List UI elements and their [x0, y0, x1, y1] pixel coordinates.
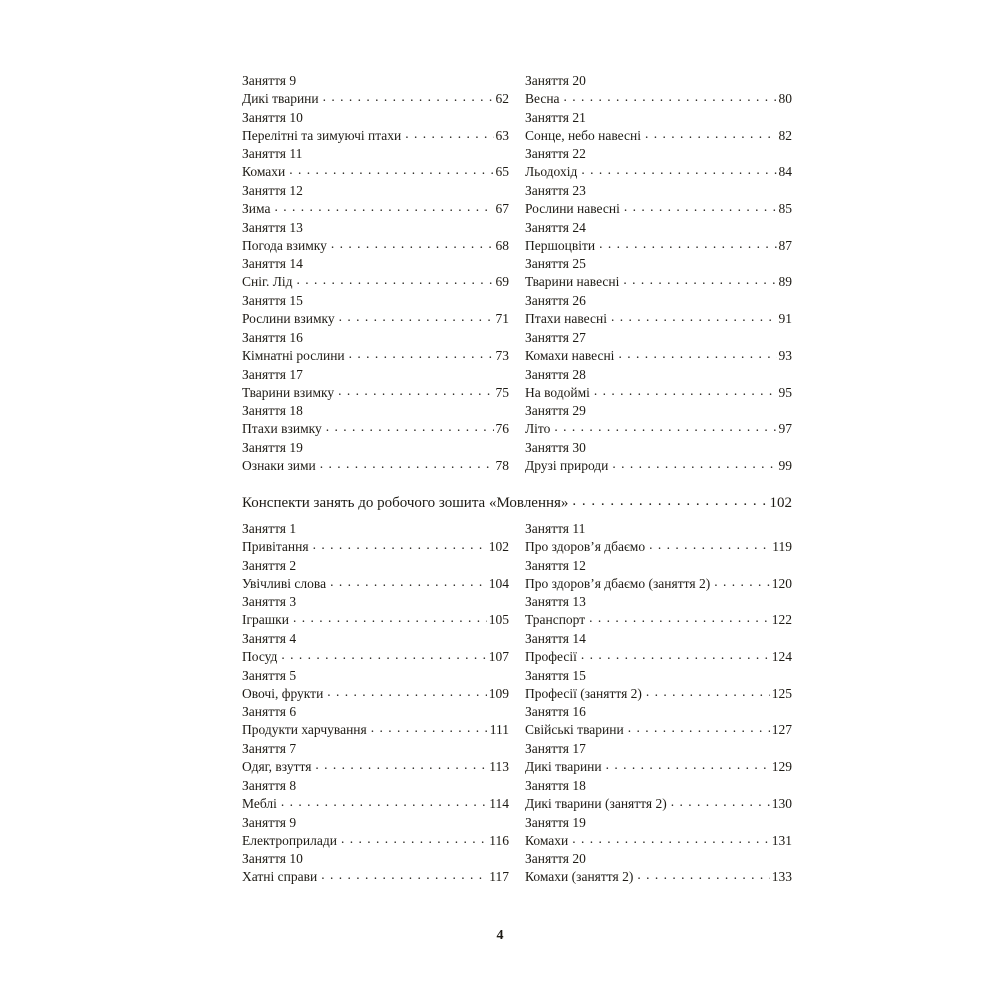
dot-leader: [341, 829, 487, 848]
toc-entry[interactable]: [525, 145, 792, 182]
page-ref: 125: [771, 685, 792, 701]
dot-leader: [349, 344, 494, 363]
lesson-number: Заняття 10: [242, 109, 303, 125]
dot-leader: [581, 160, 776, 179]
dot-leader: [339, 307, 494, 326]
lesson-title: Погода взимку: [242, 237, 327, 253]
lesson-title: На водоймі: [525, 384, 590, 400]
lesson-number: Заняття 27: [525, 329, 586, 345]
page-ref: 80: [778, 91, 792, 106]
lesson-title: Про здоров’я дбаємо (заняття 2): [525, 575, 711, 591]
lesson-title: Меблі: [242, 795, 277, 811]
page-ref: 97: [778, 421, 792, 437]
lesson-title: Про здоров’я дбаємо: [525, 539, 646, 554]
dot-leader: [326, 417, 494, 436]
page-ref: 87: [778, 237, 792, 253]
dot-leader: [321, 865, 487, 884]
toc-entry[interactable]: [242, 703, 509, 740]
toc-entry[interactable]: [242, 72, 509, 109]
page-ref: 89: [778, 274, 792, 290]
dot-leader: [315, 755, 487, 774]
toc-entry[interactable]: [525, 850, 792, 887]
dot-leader: [599, 234, 776, 253]
lesson-title: Сонце, небо навесні: [525, 127, 641, 143]
page-ref: 62: [495, 91, 509, 106]
lesson-number: Заняття 11: [525, 521, 586, 536]
page-ref: 117: [489, 869, 509, 885]
lesson-number: Заняття 28: [525, 366, 586, 382]
toc-entry[interactable]: [242, 593, 509, 630]
toc-entry[interactable]: [242, 255, 509, 292]
lesson-number: Заняття 16: [242, 329, 303, 345]
dot-leader: [323, 87, 494, 106]
toc-entry[interactable]: [525, 520, 792, 557]
lesson-number: Заняття 4: [242, 631, 297, 647]
lesson-number: Заняття 24: [525, 219, 586, 235]
lesson-number: Заняття 30: [525, 439, 586, 455]
toc-entry[interactable]: [525, 255, 792, 292]
page-ref: 130: [771, 795, 792, 811]
toc-entry[interactable]: [242, 630, 509, 667]
lesson-number: Заняття 14: [242, 256, 303, 272]
toc-section2-right-column: [525, 520, 792, 887]
lesson-number: Заняття 20: [525, 851, 586, 867]
dot-leader: [572, 490, 767, 512]
lesson-title: Електроприлади: [242, 832, 337, 848]
lesson-number: Заняття 17: [242, 366, 303, 382]
lesson-number: Заняття 8: [242, 777, 297, 793]
page-ref: 122: [771, 612, 792, 628]
page-ref: 124: [771, 649, 792, 665]
dot-leader: [405, 124, 493, 143]
dot-leader: [331, 234, 494, 253]
lesson-title: Дикі тварини: [525, 759, 602, 775]
lesson-title: Транспорт: [525, 612, 586, 628]
lesson-title: Кімнатні рослини: [242, 347, 345, 363]
lesson-number: Заняття 19: [525, 814, 586, 830]
page-ref: 63: [495, 127, 509, 143]
dot-leader: [281, 792, 487, 811]
toc-entry[interactable]: [525, 703, 792, 740]
dot-leader: [338, 381, 493, 400]
toc-entry[interactable]: [525, 593, 792, 630]
toc-entry[interactable]: [242, 740, 509, 777]
toc-entry[interactable]: [525, 366, 792, 403]
lesson-title: Овочі, фрукти: [242, 685, 324, 701]
page-ref: 114: [489, 795, 509, 811]
lesson-title: Літо: [525, 421, 551, 437]
lesson-title: Рослини навесні: [525, 201, 620, 217]
lesson-title: Комахи: [242, 164, 286, 180]
lesson-title: Посуд: [242, 649, 278, 665]
lesson-number: Заняття 11: [242, 146, 303, 162]
lesson-number: Заняття 12: [525, 557, 586, 573]
lesson-title: Птахи взимку: [242, 421, 322, 437]
dot-leader: [645, 124, 777, 143]
page-ref: 95: [778, 384, 792, 400]
dot-leader: [289, 160, 493, 179]
toc-entry[interactable]: [242, 145, 509, 182]
dot-leader: [606, 755, 770, 774]
page-ref: 93: [778, 347, 792, 363]
toc-entry[interactable]: [242, 557, 509, 594]
lesson-number: Заняття 10: [242, 851, 303, 867]
lesson-title: Дикі тварини: [242, 91, 319, 106]
lesson-title: Свійські тварини: [525, 722, 624, 738]
lesson-number: Заняття 22: [525, 146, 586, 162]
section-title: Конспекти занять до робочого зошита «Мовлення»: [242, 495, 569, 511]
dot-leader: [714, 572, 770, 591]
page-ref: 76: [495, 421, 509, 437]
toc-entry[interactable]: [525, 72, 792, 109]
page-number: 4: [496, 928, 504, 943]
lesson-number: Заняття 14: [525, 631, 586, 647]
lesson-title: Одяг, взуття: [242, 759, 312, 775]
lesson-number: Заняття 13: [242, 219, 303, 235]
lesson-title: Тварини взимку: [242, 384, 335, 400]
lesson-number: Заняття 18: [525, 777, 586, 793]
lesson-title: Зима: [242, 201, 271, 217]
toc-entry[interactable]: [242, 850, 509, 887]
toc-entry[interactable]: [242, 814, 509, 851]
lesson-number: Заняття 9: [242, 73, 297, 88]
toc-entry[interactable]: [525, 814, 792, 851]
page-ref: 127: [771, 722, 792, 738]
page-ref: 116: [489, 832, 509, 848]
page-ref: 73: [495, 347, 509, 363]
lesson-number: Заняття 26: [525, 293, 586, 309]
lesson-title: Професії (заняття 2): [525, 685, 642, 701]
page-ref: 99: [778, 457, 792, 473]
dot-leader: [649, 535, 770, 554]
lesson-title: Перелітні та зимуючі птахи: [242, 127, 402, 143]
lesson-title: Сніг. Лід: [242, 274, 293, 290]
toc-entry[interactable]: [525, 109, 792, 146]
dot-leader: [281, 645, 486, 664]
page-ref: 131: [771, 832, 792, 848]
lesson-number: Заняття 7: [242, 741, 297, 757]
dot-leader: [371, 718, 488, 737]
toc-entry[interactable]: [525, 329, 792, 366]
page-ref: 104: [488, 575, 509, 591]
lesson-number: Заняття 9: [242, 814, 297, 830]
dot-leader: [671, 792, 770, 811]
toc-entry[interactable]: [242, 520, 509, 557]
toc-entry[interactable]: [242, 402, 509, 439]
toc-entry[interactable]: [242, 109, 509, 146]
lesson-title: Дикі тварини (заняття 2): [525, 795, 667, 811]
lesson-title: Льодохід: [525, 164, 578, 180]
dot-leader: [572, 829, 770, 848]
lesson-number: Заняття 5: [242, 667, 297, 683]
page-ref: 69: [495, 274, 509, 290]
dot-leader: [589, 608, 770, 627]
page-ref: 105: [488, 612, 509, 628]
lesson-title: Рослини взимку: [242, 311, 335, 327]
lesson-title: Весна: [525, 91, 560, 106]
page-ref: 65: [495, 164, 509, 180]
lesson-title: Комахи навесні: [525, 347, 615, 363]
page-ref: 102: [769, 495, 792, 511]
lesson-number: Заняття 19: [242, 439, 303, 455]
page-ref: 82: [778, 127, 792, 143]
dot-leader: [581, 645, 770, 664]
lesson-title: Привітання: [242, 539, 309, 554]
lesson-title: Професії: [525, 649, 577, 665]
page-ref: 68: [495, 237, 509, 253]
dot-leader: [637, 865, 769, 884]
lesson-title: Птахи навесні: [525, 311, 607, 327]
toc-entry[interactable]: [242, 439, 509, 476]
lesson-number: Заняття 16: [525, 704, 586, 720]
page-ref: 71: [495, 311, 509, 327]
toc-entry[interactable]: [242, 667, 509, 704]
toc-entry[interactable]: [242, 777, 509, 814]
lesson-title: Ознаки зими: [242, 457, 316, 473]
lesson-number: Заняття 20: [525, 73, 586, 88]
lesson-number: Заняття 15: [242, 293, 303, 309]
lesson-title: Хатні справи: [242, 869, 318, 885]
dot-leader: [554, 417, 776, 436]
toc-section1-left-column: [242, 72, 509, 476]
dot-leader: [611, 307, 777, 326]
dot-leader: [624, 197, 777, 216]
page-ref: 85: [778, 201, 792, 217]
toc-entry[interactable]: [525, 667, 792, 704]
dot-leader: [327, 682, 486, 701]
lesson-number: Заняття 6: [242, 704, 297, 720]
toc-entry[interactable]: [525, 439, 792, 476]
page-ref: 111: [489, 722, 509, 738]
toc-entry[interactable]: [242, 292, 509, 329]
dot-leader: [594, 381, 777, 400]
lesson-number: Заняття 13: [525, 594, 586, 610]
toc-entry[interactable]: [242, 219, 509, 256]
toc-section1-right-column: [525, 72, 792, 476]
lesson-title: Продукти харчування: [242, 722, 367, 738]
page-ref: 67: [495, 201, 509, 217]
toc-entry[interactable]: [525, 402, 792, 439]
dot-leader: [564, 87, 777, 106]
toc-section2-left-column: [242, 520, 509, 887]
lesson-title: Увічливі слова: [242, 575, 327, 591]
toc-entry[interactable]: [525, 777, 792, 814]
lesson-number: Заняття 2: [242, 557, 297, 573]
toc-entry[interactable]: [525, 182, 792, 219]
dot-leader: [293, 608, 487, 627]
page-ref: 78: [495, 457, 509, 473]
dot-leader: [330, 572, 487, 591]
page-ref: 84: [778, 164, 792, 180]
toc-entry[interactable]: [525, 557, 792, 594]
lesson-number: Заняття 25: [525, 256, 586, 272]
lesson-title: Комахи (заняття 2): [525, 869, 634, 885]
section-header-movlennia[interactable]: [242, 492, 792, 514]
toc-entry[interactable]: [242, 182, 509, 219]
dot-leader: [297, 270, 494, 289]
page-ref: 102: [488, 539, 509, 554]
toc-entry[interactable]: [525, 740, 792, 777]
lesson-number: Заняття 1: [242, 521, 297, 536]
page-ref: 119: [772, 539, 792, 554]
page-ref: 133: [771, 869, 792, 885]
lesson-number: Заняття 29: [525, 403, 586, 419]
dot-leader: [628, 718, 770, 737]
lesson-number: Заняття 21: [525, 109, 586, 125]
toc-entry[interactable]: [525, 292, 792, 329]
lesson-number: Заняття 12: [242, 183, 303, 199]
dot-leader: [646, 682, 770, 701]
dot-leader: [623, 270, 776, 289]
page-ref: 129: [771, 759, 792, 775]
lesson-number: Заняття 17: [525, 741, 586, 757]
toc-entry[interactable]: [525, 219, 792, 256]
lesson-number: Заняття 3: [242, 594, 297, 610]
dot-leader: [320, 454, 494, 473]
toc-entry[interactable]: [242, 329, 509, 366]
page-ref: 120: [771, 575, 792, 591]
dot-leader: [612, 454, 776, 473]
dot-leader: [274, 197, 493, 216]
toc-entry[interactable]: [525, 630, 792, 667]
lesson-number: Заняття 23: [525, 183, 586, 199]
lesson-title: Тварини навесні: [525, 274, 620, 290]
toc-entry[interactable]: [242, 366, 509, 403]
lesson-number: Заняття 18: [242, 403, 303, 419]
lesson-title: Іграшки: [242, 612, 289, 628]
page-ref: 109: [488, 685, 509, 701]
dot-leader: [313, 535, 487, 554]
page-ref: 75: [495, 384, 509, 400]
lesson-title: Друзі природи: [525, 457, 609, 473]
page-ref: 107: [488, 649, 509, 665]
dot-leader: [618, 344, 776, 363]
page-ref: 113: [489, 759, 509, 775]
lesson-number: Заняття 15: [525, 667, 586, 683]
lesson-title: Першоцвіти: [525, 237, 596, 253]
page-ref: 91: [778, 311, 792, 327]
lesson-title: Комахи: [525, 832, 569, 848]
